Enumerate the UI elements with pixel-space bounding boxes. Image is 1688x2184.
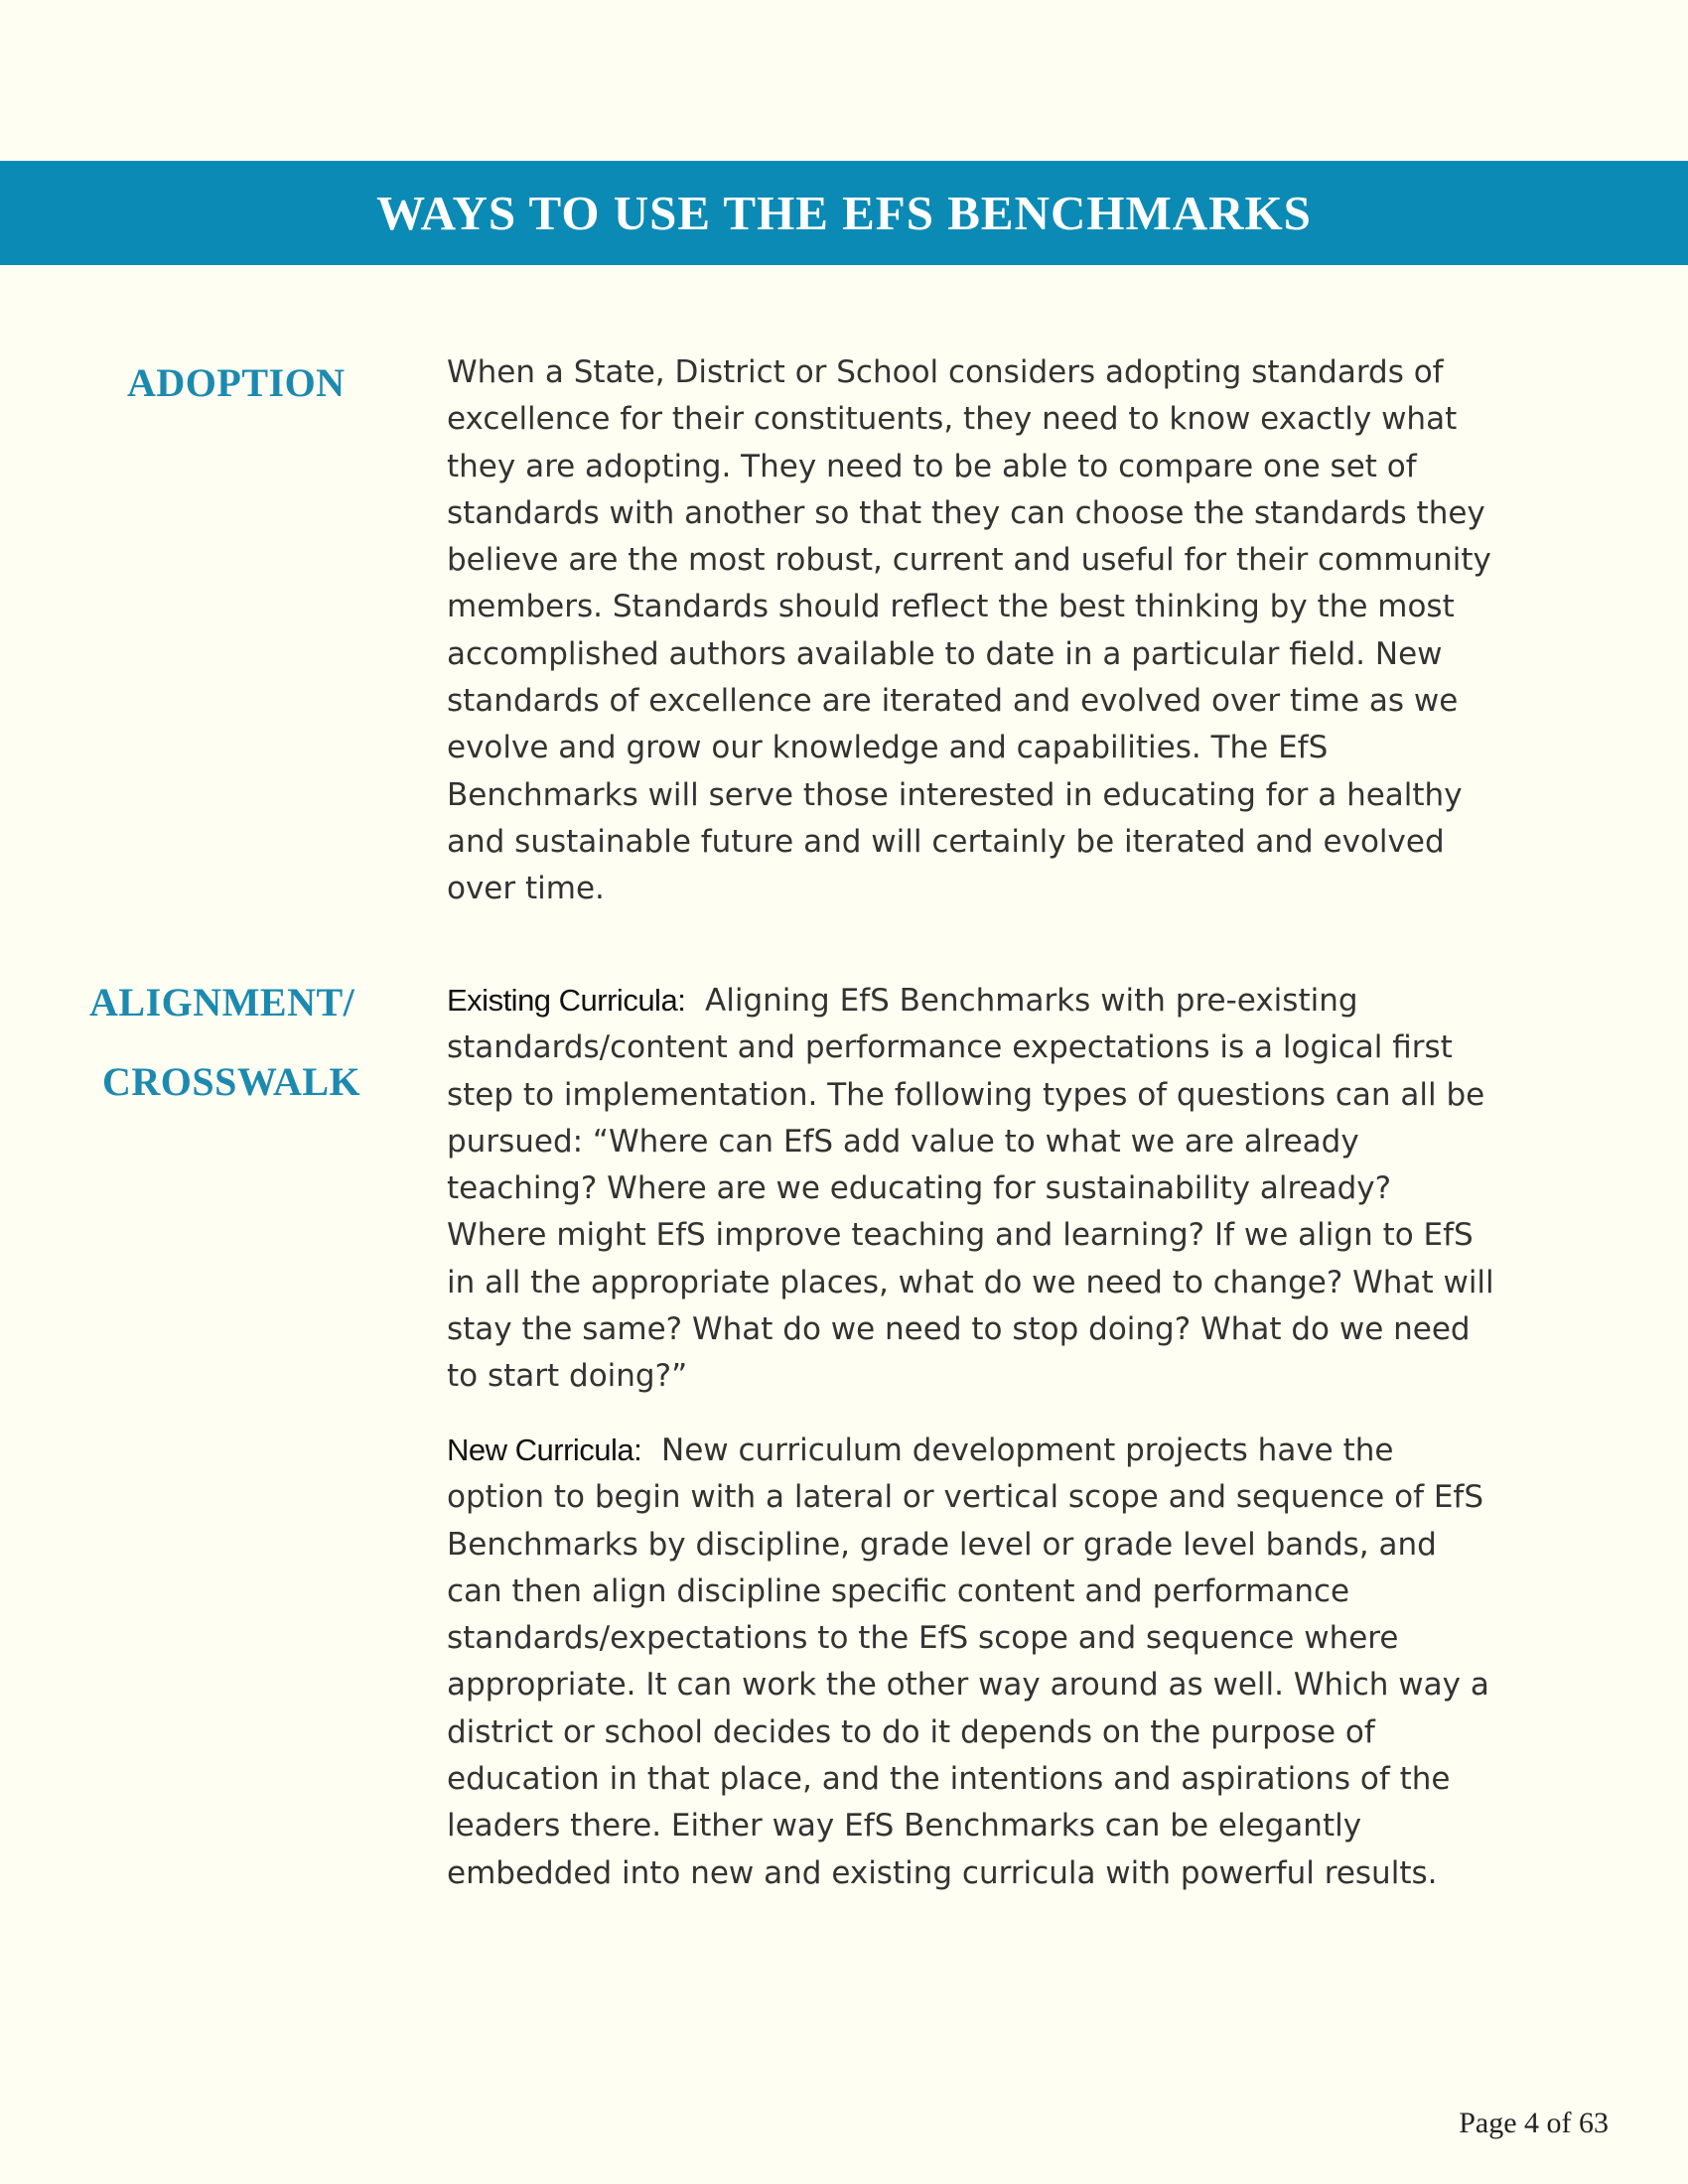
page-title: WAYS TO USE THE EFS BENCHMARKS	[376, 186, 1312, 240]
adoption-paragraph: When a State, District or School considers adopting standards of excellence for their constituents, they need to know exactly what they are adopting. They need to be able to compare one set of standards with another so that they can choose the standards they believe are the most robust, current and useful for their community members. Standards should reflect the best thinking by the most accomplished authors available to date in a particular field. New standards of excellence are iterated and evolved over time as we evolve and grow our knowledge and capabilities. The EfS Benchmarks will serve those interested in educating for a healthy and sustainable future and will certainly be iterated and evolved over time.	[447, 354, 1491, 907]
crosswalk-heading: CROSSWALK	[102, 1059, 361, 1104]
adoption-heading: ADOPTION	[127, 360, 346, 405]
new-curricula-text: New curriculum development projects have the option to begin with a lateral or vertical scope and sequence of EfS Benchmarks by discipline, grade level or grade level bands, and can then align discipline specific content and performance standards/expectations to the EfS scope and sequence where appropriate. It can work the other way around as well. Which way a district or school decides to do it depends on the purpose of education in that place, and the intentions and aspirations of the leaders there. Either way EfS Benchmarks can be elegantly embedded into new and existing curricula with powerful results.	[447, 1433, 1489, 1891]
existing-curricula-paragraph	[447, 977, 1499, 1401]
new-curricula-paragraph	[447, 1427, 1499, 1897]
alignment-heading: ALIGNMENT/	[89, 980, 355, 1024]
existing-curricula-label: Existing Curricula:	[447, 983, 686, 1018]
existing-curricula-text: Aligning EfS Benchmarks with pre-existing standards/content and performance expectations is a logical first step to implementation. The following types of questions can all be pursued: “Where can EfS add value to what we are already teaching? Where are we educating for sustainability already? Where might EfS improve teaching and learning? If we align to EfS in all the appropriate places, what do we need to change? What will stay the same? What do we need to stop doing? What do we need to start doing?”	[447, 983, 1494, 1395]
page-number: Page 4 of 63	[1459, 2107, 1609, 2139]
title-banner	[0, 161, 1688, 265]
new-curricula-label: New Curricula:	[447, 1433, 642, 1467]
